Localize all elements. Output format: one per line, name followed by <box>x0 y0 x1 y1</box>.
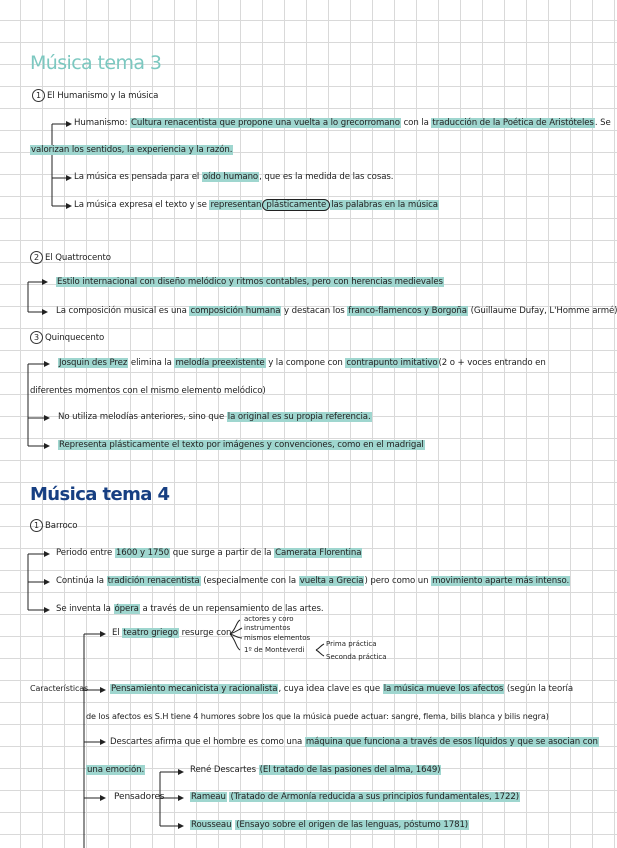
descartes-line: Descartes afirma que el hombre es como una máquina que funciona a través de esos líquidos y que se asocian con <box>110 737 598 747</box>
teatro-branch: 1º de Monteverdi <box>244 646 305 654</box>
practica-branch: Prima práctica <box>326 640 377 648</box>
teatro-branch: mismos elementos <box>244 634 311 642</box>
pensamiento-line-2: de los afectos es S.H tiene 4 humores sobre los que la música puede actuar: sangre, flema, bilis blanca y bilis negra) <box>86 711 549 721</box>
estilo-line: Estilo internacional con diseño melódico y ritmos contables, pero con herencias medievales <box>57 277 443 287</box>
section-number: 2 <box>30 251 43 264</box>
josquin-line: Josquin des Prez elimina la melodía preexistente y la compone con contrapunto imitativo(2 o + voces entrando en <box>59 358 546 368</box>
pensador-descartes: René Descartes (El tratado de las pasiones del alma, 1649) <box>190 765 441 775</box>
representa-line: Representa plásticamente el texto por imágenes y convenciones, como en el madrigal <box>59 440 424 450</box>
practica-branch: Seconda práctica <box>326 653 387 661</box>
pensador-rameau: Rameau (Tratado de Armonía reducida a sus principios fundamentales, 1722) <box>191 792 519 802</box>
teatro-branch: actores y coro <box>244 615 294 623</box>
caracteristicas-label: Características <box>30 684 89 693</box>
periodo-line: Periodo entre 1600 y 1750 que surge a partir de la Camerata Florentina <box>56 548 362 558</box>
section-number: 1 <box>30 519 43 532</box>
tema4-title: Música tema 4 <box>30 484 170 505</box>
section-number: 3 <box>30 331 43 344</box>
pensador-rousseau: Rousseau (Ensayo sobre el origen de las lenguas, póstumo 1781) <box>191 820 469 830</box>
teatro-line: El teatro griego resurge con <box>112 628 232 638</box>
oido-line: La música es pensada para el oído humano, que es la medida de las cosas. <box>74 172 394 182</box>
continua-line: Continúa la tradición renacentista (especialmente con la vuelta a Grecia) pero como un movimiento aparte más intenso. <box>56 576 570 586</box>
pensadores-label: Pensadores <box>114 792 165 802</box>
expresa-line: La música expresa el texto y se representan plásticamente las palabras en la música <box>74 200 438 210</box>
section-number: 1 <box>32 89 45 102</box>
section-heading: 3 Quinquecento <box>30 331 104 344</box>
section-heading: 1 El Humanismo y la música <box>32 89 158 102</box>
josquin-line-2: diferentes momentos con el mismo elemento melódico) <box>30 386 266 396</box>
composicion-line: La composición musical es una composición humana y destacan los franco-flamencos y Borgoña (Guillaume Dufay, L'Homme armé) <box>56 306 617 316</box>
humanismo-line-2: valorizan los sentidos, la experiencia y la razón. <box>31 145 233 155</box>
humanismo-line: Humanismo: Cultura renacentista que propone una vuelta a lo grecorromano con la traducción de la Poética de Aristóteles. Se <box>74 118 611 128</box>
descartes-line-2: una emoción. <box>87 765 145 775</box>
pensamiento-line: Pensamiento mecanicista y racionalista, cuya idea clave es que la música mueve los afectos (según la teoría <box>111 684 574 694</box>
no-utiliza-line: No utiliza melodías anteriores, sino que la original es su propia referencia. <box>58 412 371 422</box>
opera-line: Se inventa la ópera a través de un repensamiento de las artes. <box>56 604 324 614</box>
section-heading: 1 Barroco <box>30 519 77 532</box>
section-heading: 2 El Quattrocento <box>30 251 111 264</box>
teatro-branch: instrumentos <box>244 624 291 632</box>
tema3-title: Música tema 3 <box>30 52 162 74</box>
